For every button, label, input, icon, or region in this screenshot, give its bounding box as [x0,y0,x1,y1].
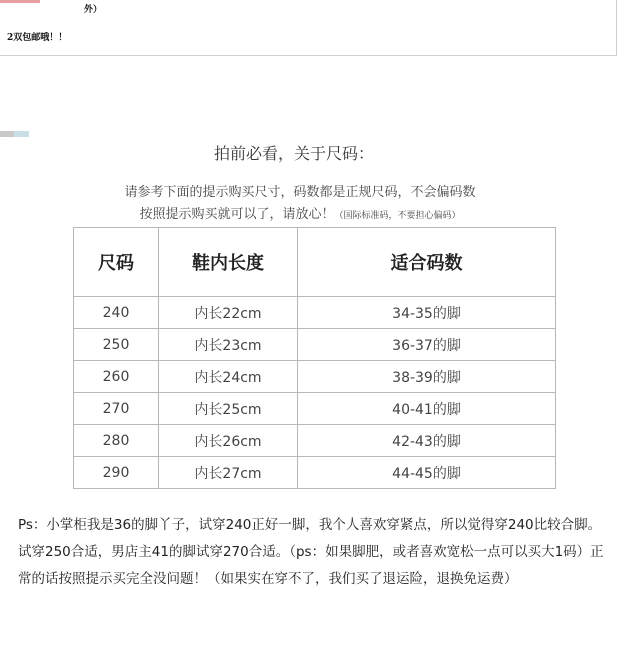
intro-line-1: 请参考下面的提示购买尺寸，码数都是正规尺码，不会偏码数 [124,185,476,200]
table-row [74,457,556,489]
table-row [74,361,556,393]
header-size: 尺码 [74,228,159,297]
previous-section-continued-text: 外） [84,5,103,15]
cell-size: 290 [74,457,159,489]
cell-size: 260 [74,361,159,393]
cell-inner-length: 内长24cm [159,361,298,393]
size-advice-footnote: Ps：小掌柜我是36的脚丫子，试穿240正好一脚，我个人喜欢穿紧点，所以觉得穿240比较合脚。试穿250合适，男店主41的脚试穿270合适。（ps：如果脚肥，或者喜欢宽松一点可以买大1码）正常的话按照提示买完全没问题！（如果实在穿不了，我们买了退运险，退换免运费） [18,517,604,587]
cell-size: 280 [74,425,159,457]
header-fit-size: 适合码数 [298,228,556,297]
intro-line-2-main: 按照提示购买就可以了，请放心！ [139,207,335,222]
size-table [73,227,556,489]
previous-section-box [0,0,617,56]
cell-inner-length: 内长27cm [159,457,298,489]
cell-fit-size: 44-45的脚 [298,457,556,489]
section-accent-bar-dark [0,131,14,137]
cell-inner-length: 内长22cm [159,297,298,329]
table-row [74,297,556,329]
cell-fit-size: 34-35的脚 [298,297,556,329]
cell-size: 250 [74,329,159,361]
cell-fit-size: 38-39的脚 [298,361,556,393]
intro-line-2 [0,203,600,222]
page-title: 拍前必看，关于尺码： [213,144,374,163]
cell-inner-length: 内长26cm [159,425,298,457]
table-row [74,393,556,425]
size-table-header-row [74,228,556,297]
header-inner-length: 鞋内长度 [159,228,298,297]
table-row [74,329,556,361]
cell-size: 270 [74,393,159,425]
previous-section-mark [0,0,40,3]
intro-line-2-small: （国际标准码，不要担心偏码） [334,211,461,221]
table-row [74,425,556,457]
cell-size: 240 [74,297,159,329]
cell-inner-length: 内长23cm [159,329,298,361]
cell-fit-size: 42-43的脚 [298,425,556,457]
cell-fit-size: 36-37的脚 [298,329,556,361]
cell-inner-length: 内长25cm [159,393,298,425]
free-shipping-note: 2双包邮哦！！ [7,33,68,43]
cell-fit-size: 40-41的脚 [298,393,556,425]
